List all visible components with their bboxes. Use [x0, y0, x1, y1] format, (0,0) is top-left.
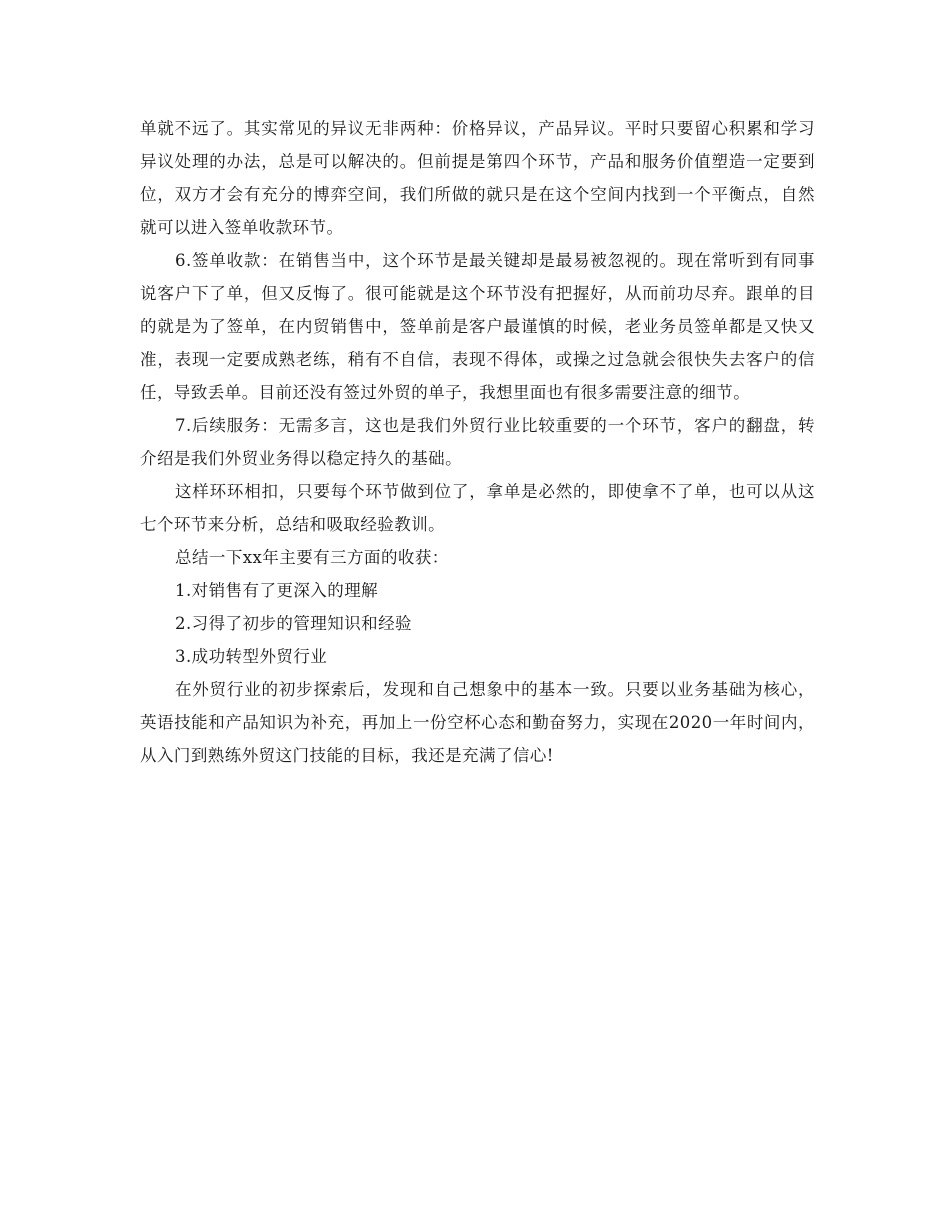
paragraph-interlinked-steps: 这样环环相扣，只要每个环节做到位了，拿单是必然的，即使拿不了单，也可以从这七个环节来分析，总结和吸取经验教训。: [140, 482, 815, 534]
document-body: [140, 112, 815, 772]
list-item-gain-3: 3.成功转型外贸行业: [175, 647, 328, 666]
paragraph-conclusion: 在外贸行业的初步探索后，发现和自己想象中的基本一致。只要以业务基础为核心，英语技能和产品知识为补充，再加上一份空杯心态和勤奋努力，实现在2020一年时间内，从入门到熟练外贸这门技能的目标，我还是充满了信心!: [140, 680, 815, 765]
paragraph-after-sales-service: 7.后续服务：无需多言，这也是我们外贸行业比较重要的一个环节，客户的翻盘，转介绍是我们外贸业务得以稳定持久的基础。: [140, 416, 815, 468]
list-item-gain-1: 1.对销售有了更深入的理解: [175, 581, 379, 600]
paragraph-objection-handling: 单就不远了。其实常见的异议无非两种：价格异议，产品异议。平时只要留心积累和学习异议处理的办法，总是可以解决的。但前提是第四个环节，产品和服务价值塑造一定要到位，双方才会有充分的博弈空间，我们所做的就只是在这个空间内找到一个平衡点，自然就可以进入签单收款环节。: [140, 119, 815, 237]
list-item-gain-2: 2.习得了初步的管理知识和经验: [175, 614, 412, 633]
paragraph-signing-payment: 6.签单收款：在销售当中，这个环节是最关键却是最易被忽视的。现在常听到有同事说客户下了单，但又反悔了。很可能就是这个环节没有把握好，从而前功尽弃。跟单的目的就是为了签单，在内贸销售中，签单前是客户最谨慎的时候，老业务员签单都是又快又准，表现一定要成熟老练，稍有不自信，表现不得体，或操之过急就会很快失去客户的信任，导致丢单。目前还没有签过外贸的单子，我想里面也有很多需要注意的细节。: [140, 251, 815, 402]
paragraph-summary-intro: 总结一下xx年主要有三方面的收获：: [175, 548, 449, 567]
